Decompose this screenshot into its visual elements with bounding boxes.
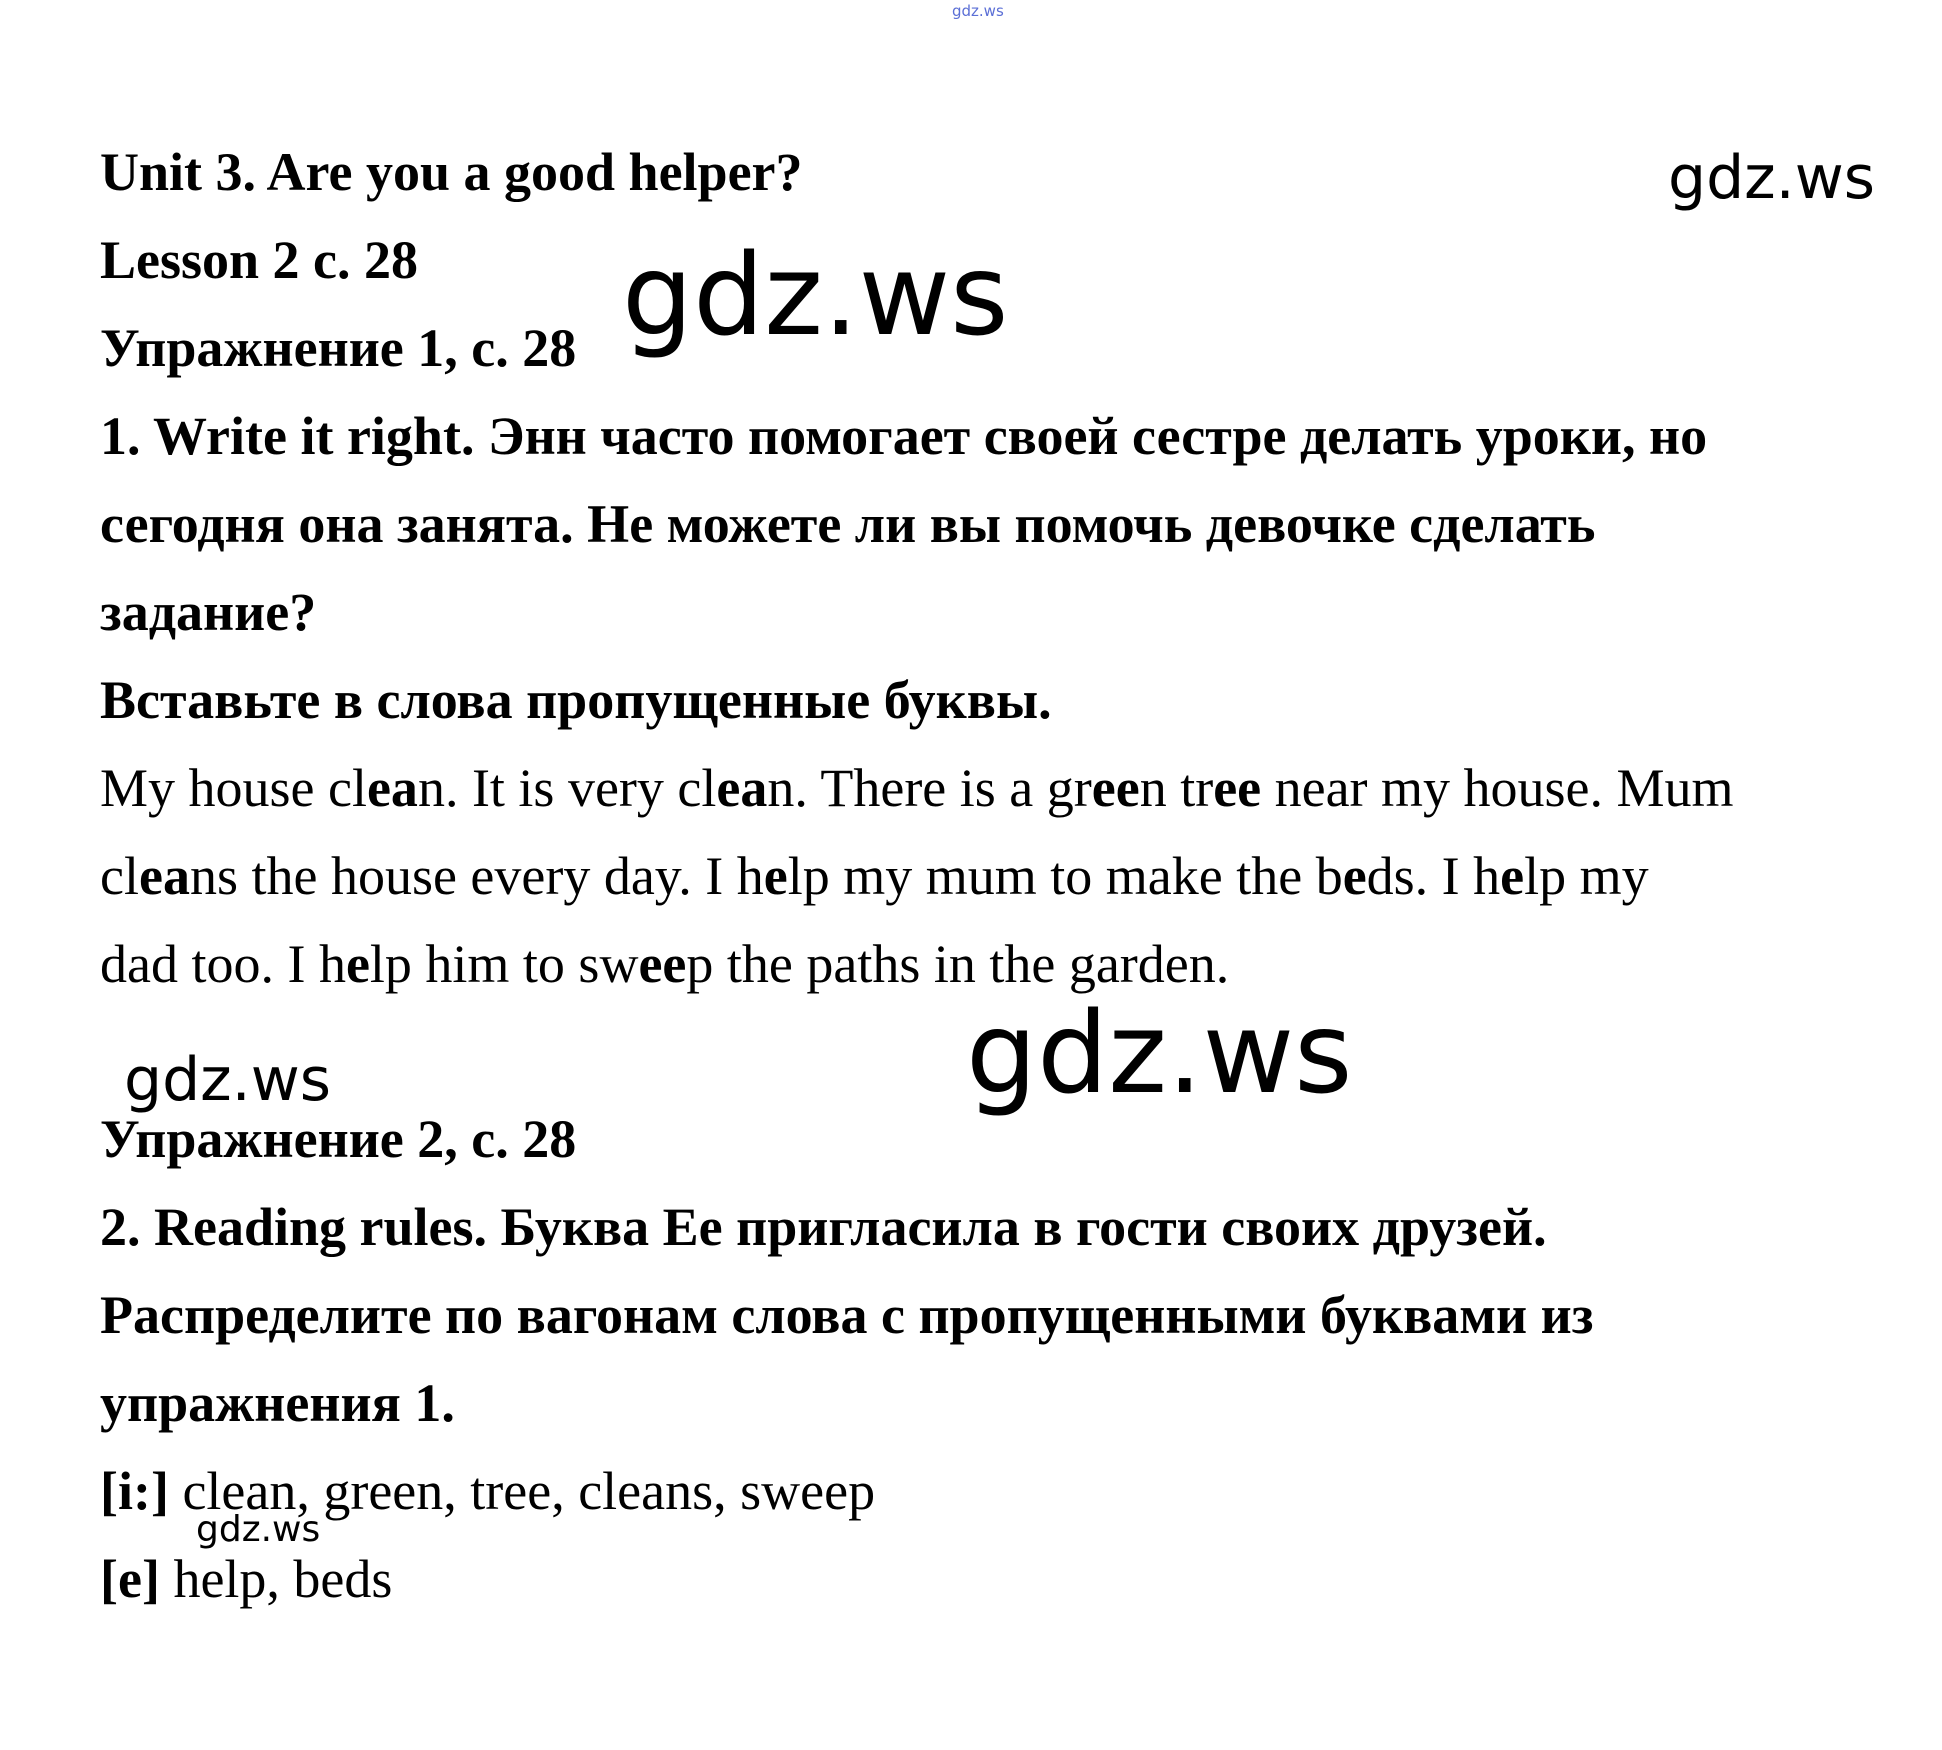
answer1-seg: n tr	[1139, 758, 1214, 818]
answer1-seg: n. It is very cl	[417, 758, 717, 818]
phoneme-words: help, beds	[159, 1549, 393, 1609]
task2-line-3: упражнения 1.	[100, 1373, 455, 1433]
answer1-inserted-letters: ea	[716, 758, 768, 818]
unit-title: Unit 3. Are you a good helper?	[100, 142, 803, 202]
answer1-seg: dad too. I h	[100, 934, 346, 994]
lesson-title: Lesson 2 с. 28	[100, 230, 419, 290]
answer1-seg: ns the house every day. I h	[189, 846, 764, 906]
task2-line-1: 2. Reading rules. Буква Ee пригласила в гости своих друзей.	[100, 1197, 1547, 1257]
answer1-seg: near my house. Mum	[1261, 758, 1734, 818]
answer1-inserted-letters: e	[1342, 846, 1367, 906]
phoneme-label: [e]	[100, 1549, 160, 1609]
answer1-inserted-letters: ee	[1213, 758, 1262, 818]
watermark-bottom-small: gdz.ws	[196, 1509, 321, 1550]
watermark-center-top: gdz.ws	[622, 231, 1009, 361]
answer1-seg: n. There is a gr	[767, 758, 1092, 818]
answer1-line-1	[100, 758, 1734, 818]
task1-line-4: Вставьте в слова пропущенные буквы.	[100, 670, 1052, 730]
answer1-seg: cl	[100, 846, 139, 906]
answer1-seg: My house cl	[100, 758, 367, 818]
answer1-seg: p the paths in the garden.	[686, 934, 1230, 994]
answer1-inserted-letters: ee	[638, 934, 687, 994]
answer1-seg: ds. I h	[1366, 846, 1501, 906]
watermark-center-mid: gdz.ws	[966, 989, 1353, 1119]
task2-line-2: Распределите по вагонам слова с пропущенными буквами из	[100, 1285, 1594, 1345]
exercise-2-title: Упражнение 2, с. 28	[100, 1109, 577, 1169]
answer1-line-3	[100, 934, 1230, 994]
answer1-inserted-letters: ea	[138, 846, 190, 906]
answer1-line-2	[100, 846, 1649, 906]
phoneme-words: clean, green, tree, cleans, sweep	[168, 1461, 876, 1521]
answer1-seg: lp my mum to make the b	[787, 846, 1343, 906]
answer1-inserted-letters: e	[763, 846, 788, 906]
answer1-seg: lp him to sw	[369, 934, 639, 994]
task1-line-3: задание?	[100, 582, 317, 642]
answer1-inserted-letters: e	[1500, 846, 1525, 906]
phoneme-label: [i:]	[100, 1461, 169, 1521]
watermark-top-small: gdz.ws	[952, 2, 1004, 20]
answer1-inserted-letters: ee	[1091, 758, 1140, 818]
answer2-row-i	[100, 1461, 876, 1521]
answer2-row-e	[100, 1549, 393, 1609]
watermark-left-mid: gdz.ws	[124, 1045, 332, 1115]
exercise-1-title: Упражнение 1, с. 28	[100, 318, 577, 378]
answer1-inserted-letters: ea	[366, 758, 418, 818]
task1-line-1: 1. Write it right. Энн часто помогает своей сестре делать уроки, но	[100, 406, 1708, 466]
task1-line-2: сегодня она занята. Не можете ли вы помочь девочке сделать	[100, 494, 1596, 554]
answer1-inserted-letters: e	[345, 934, 370, 994]
answer1-seg: lp my	[1524, 846, 1649, 906]
watermark-top-right: gdz.ws	[1668, 143, 1876, 213]
